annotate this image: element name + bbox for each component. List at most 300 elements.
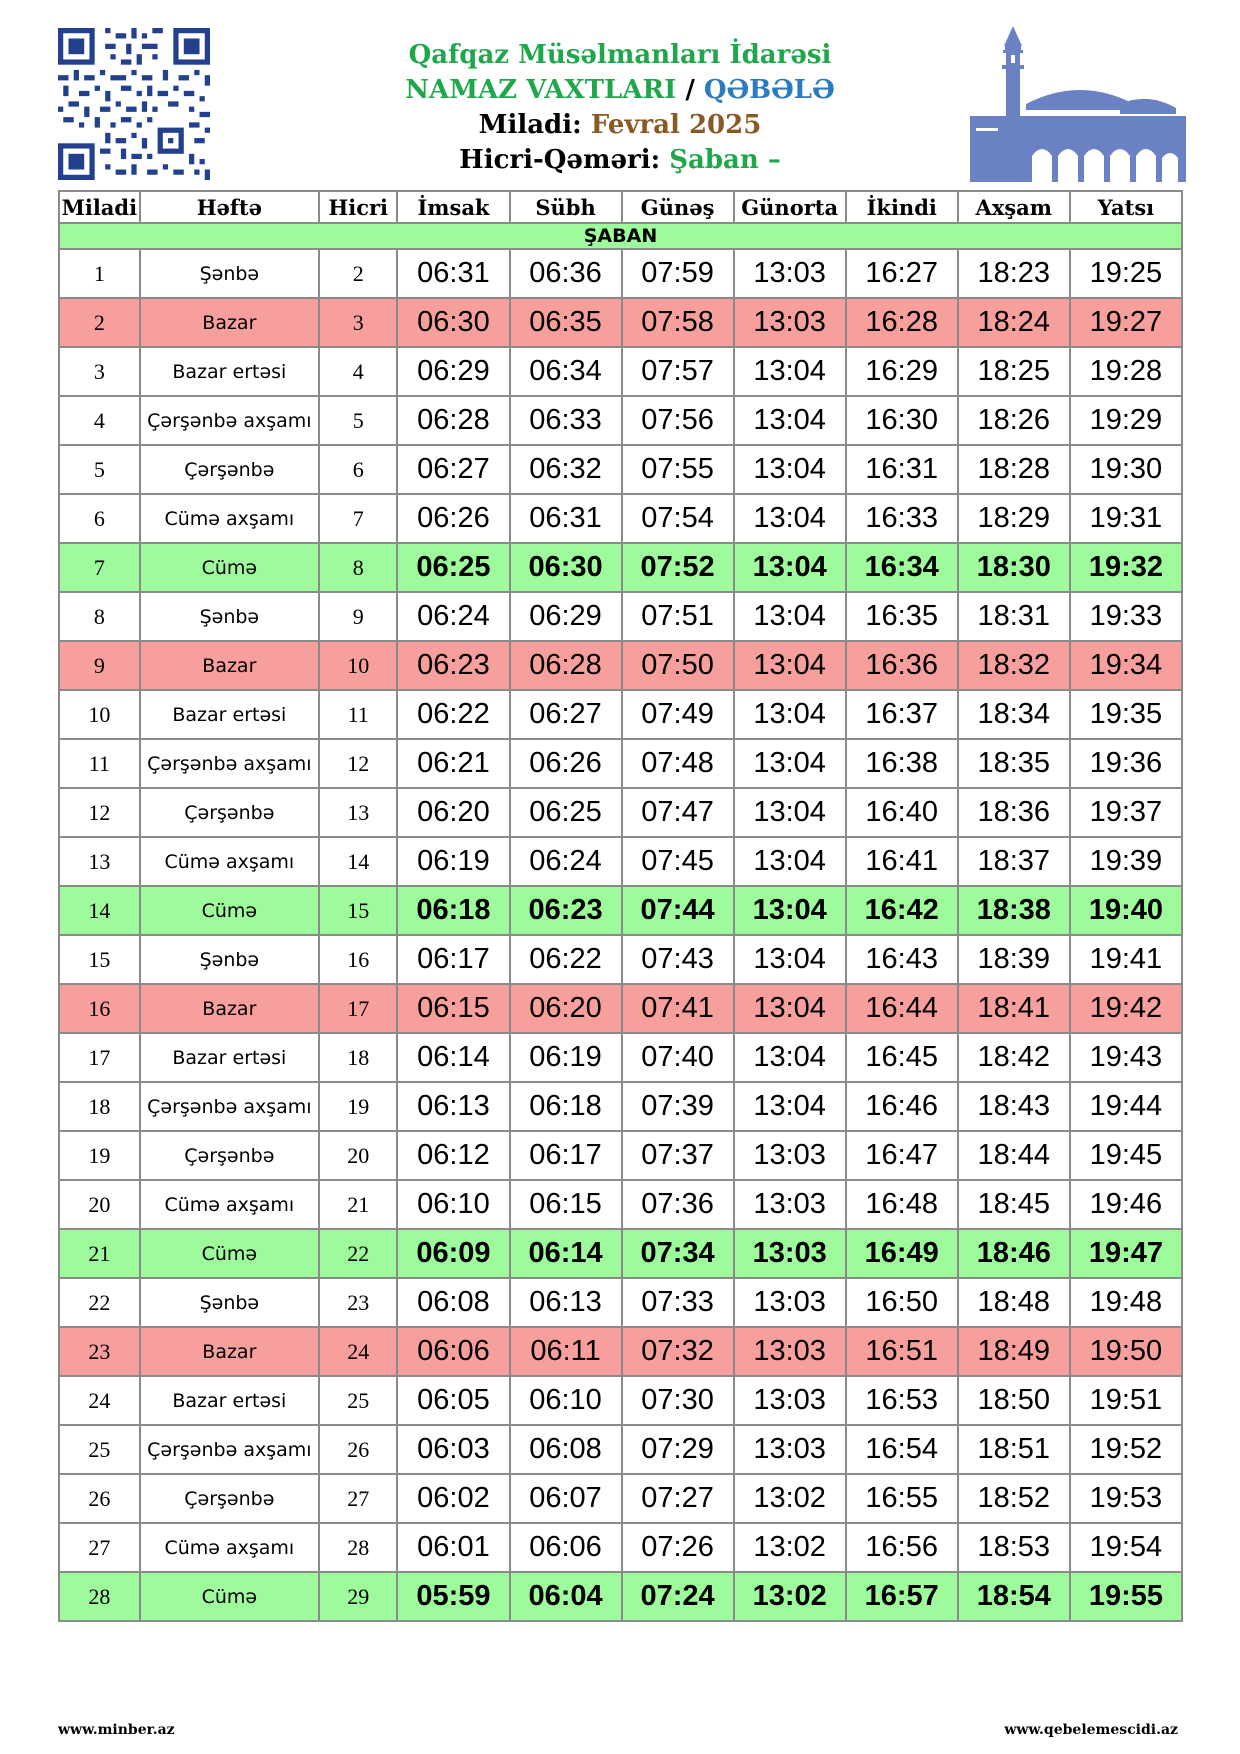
gunorta-time: 13:02 [734,1572,846,1621]
miladi-cell: 14 [59,886,140,935]
month-row [59,223,1182,249]
gunes-time: 07:44 [622,886,734,935]
axsam-time: 18:26 [958,396,1070,445]
miladi-cell: 22 [59,1278,140,1327]
day-cell: Cümə [140,543,319,592]
subh-time: 06:34 [510,347,622,396]
hicri-cell: 13 [319,788,397,837]
hicri-cell: 3 [319,298,397,347]
day-cell: Çərşənbə [140,1474,319,1523]
imsak-time: 06:21 [397,739,509,788]
table-row [59,494,1182,543]
table-row [59,1425,1182,1474]
axsam-time: 18:41 [958,984,1070,1033]
miladi-cell: 16 [59,984,140,1033]
hicri-cell: 15 [319,886,397,935]
table-row [59,837,1182,886]
day-cell: Çərşənbə axşamı [140,1082,319,1131]
ikindi-time: 16:57 [846,1572,958,1621]
ikindi-time: 16:50 [846,1278,958,1327]
ikindi-time: 16:34 [846,543,958,592]
gunorta-time: 13:03 [734,298,846,347]
subh-time: 06:14 [510,1229,622,1278]
imsak-time: 06:22 [397,690,509,739]
miladi-cell: 5 [59,445,140,494]
miladi-cell: 19 [59,1131,140,1180]
table-row [59,592,1182,641]
ikindi-time: 16:43 [846,935,958,984]
axsam-time: 18:29 [958,494,1070,543]
gunes-time: 07:36 [622,1180,734,1229]
yatsi-time: 19:36 [1070,739,1182,788]
day-cell: Şənbə [140,592,319,641]
ikindi-time: 16:31 [846,445,958,494]
yatsi-time: 19:45 [1070,1131,1182,1180]
axsam-time: 18:34 [958,690,1070,739]
imsak-time: 06:27 [397,445,509,494]
day-cell: Şənbə [140,935,319,984]
axsam-time: 18:45 [958,1180,1070,1229]
ikindi-time: 16:47 [846,1131,958,1180]
yatsi-time: 19:55 [1070,1572,1182,1621]
imsak-time: 06:23 [397,641,509,690]
subh-time: 06:27 [510,690,622,739]
gunorta-time: 13:03 [734,1327,846,1376]
subh-time: 06:25 [510,788,622,837]
miladi-cell: 28 [59,1572,140,1621]
hijri-label: Hicri-Qəməri: [459,145,661,175]
miladi-cell: 15 [59,935,140,984]
gunes-time: 07:47 [622,788,734,837]
imsak-time: 06:30 [397,298,509,347]
miladi-cell: 1 [59,249,140,298]
ikindi-time: 16:28 [846,298,958,347]
day-cell: Bazar [140,984,319,1033]
subh-time: 06:31 [510,494,622,543]
imsak-time: 06:08 [397,1278,509,1327]
ikindi-time: 16:30 [846,396,958,445]
axsam-time: 18:44 [958,1131,1070,1180]
prayer-times-table [58,190,1183,1622]
ikindi-time: 16:35 [846,592,958,641]
day-cell: Cümə [140,1572,319,1621]
gunes-time: 07:43 [622,935,734,984]
table-row [59,1523,1182,1572]
hicri-cell: 18 [319,1033,397,1082]
miladi-cell: 20 [59,1180,140,1229]
miladi-cell: 6 [59,494,140,543]
hicri-cell: 12 [319,739,397,788]
ikindi-time: 16:27 [846,249,958,298]
subh-time: 06:17 [510,1131,622,1180]
gunorta-time: 13:04 [734,396,846,445]
yatsi-time: 19:42 [1070,984,1182,1033]
axsam-time: 18:23 [958,249,1070,298]
gunorta-time: 13:03 [734,1229,846,1278]
ikindi-time: 16:54 [846,1425,958,1474]
subh-time: 06:07 [510,1474,622,1523]
org-name: Qafqaz Müsəlmanları İdarəsi [408,40,832,70]
day-cell: Çərşənbə axşamı [140,739,319,788]
axsam-time: 18:25 [958,347,1070,396]
table-row [59,347,1182,396]
axsam-time: 18:49 [958,1327,1070,1376]
gunes-time: 07:55 [622,445,734,494]
hicri-cell: 26 [319,1425,397,1474]
miladi-label: Miladi: [478,110,582,140]
imsak-time: 06:05 [397,1376,509,1425]
axsam-time: 18:37 [958,837,1070,886]
axsam-time: 18:54 [958,1572,1070,1621]
miladi-cell: 24 [59,1376,140,1425]
footer-right-link[interactable]: www.qebelemescidi.az [1004,1722,1178,1738]
gunes-time: 07:29 [622,1425,734,1474]
miladi-cell: 12 [59,788,140,837]
miladi-cell: 21 [59,1229,140,1278]
axsam-time: 18:24 [958,298,1070,347]
miladi-cell: 25 [59,1425,140,1474]
subh-time: 06:19 [510,1033,622,1082]
imsak-time: 06:25 [397,543,509,592]
ikindi-time: 16:41 [846,837,958,886]
hicri-cell: 14 [319,837,397,886]
hicri-cell: 28 [319,1523,397,1572]
ikindi-time: 16:42 [846,886,958,935]
miladi-value: Fevral 2025 [590,110,762,140]
gunorta-time: 13:03 [734,1131,846,1180]
gunes-time: 07:24 [622,1572,734,1621]
gunorta-time: 13:04 [734,788,846,837]
miladi-cell: 27 [59,1523,140,1572]
gunes-time: 07:32 [622,1327,734,1376]
axsam-time: 18:50 [958,1376,1070,1425]
table-row [59,1327,1182,1376]
miladi-cell: 26 [59,1474,140,1523]
subh-time: 06:29 [510,592,622,641]
axsam-time: 18:46 [958,1229,1070,1278]
hicri-cell: 10 [319,641,397,690]
hicri-cell: 4 [319,347,397,396]
subh-time: 06:23 [510,886,622,935]
ikindi-time: 16:36 [846,641,958,690]
table-row [59,1082,1182,1131]
ikindi-time: 16:44 [846,984,958,1033]
day-cell: Çərşənbə [140,1131,319,1180]
gunorta-time: 13:04 [734,494,846,543]
yatsi-time: 19:28 [1070,347,1182,396]
hicri-cell: 2 [319,249,397,298]
gunes-time: 07:58 [622,298,734,347]
imsak-time: 06:26 [397,494,509,543]
miladi-cell: 9 [59,641,140,690]
day-cell: Cümə [140,886,319,935]
month-label: ŞABAN [59,223,1182,249]
gunorta-time: 13:04 [734,347,846,396]
day-cell: Çərşənbə [140,788,319,837]
table-row [59,396,1182,445]
axsam-time: 18:30 [958,543,1070,592]
axsam-time: 18:42 [958,1033,1070,1082]
subh-time: 06:26 [510,739,622,788]
miladi-line [280,108,960,143]
imsak-time: 06:15 [397,984,509,1033]
yatsi-time: 19:30 [1070,445,1182,494]
gunorta-time: 13:02 [734,1523,846,1572]
imsak-time: 06:28 [397,396,509,445]
subh-time: 06:13 [510,1278,622,1327]
imsak-time: 06:20 [397,788,509,837]
axsam-time: 18:32 [958,641,1070,690]
imsak-time: 06:17 [397,935,509,984]
yatsi-time: 19:52 [1070,1425,1182,1474]
axsam-time: 18:43 [958,1082,1070,1131]
subh-time: 06:22 [510,935,622,984]
day-cell: Bazar ertəsi [140,1033,319,1082]
col-gunes-header: Günəş [622,191,734,223]
day-cell: Bazar [140,298,319,347]
imsak-time: 06:18 [397,886,509,935]
gunes-time: 07:37 [622,1131,734,1180]
subh-time: 06:10 [510,1376,622,1425]
miladi-cell: 7 [59,543,140,592]
hicri-cell: 5 [319,396,397,445]
table-row [59,445,1182,494]
imsak-time: 05:59 [397,1572,509,1621]
hicri-cell: 7 [319,494,397,543]
axsam-time: 18:31 [958,592,1070,641]
gunorta-time: 13:04 [734,739,846,788]
axsam-time: 18:38 [958,886,1070,935]
axsam-time: 18:39 [958,935,1070,984]
col-ikindi-header: İkindi [846,191,958,223]
table-row [59,886,1182,935]
ikindi-time: 16:38 [846,739,958,788]
axsam-time: 18:36 [958,788,1070,837]
gunorta-time: 13:04 [734,886,846,935]
yatsi-time: 19:46 [1070,1180,1182,1229]
hicri-cell: 20 [319,1131,397,1180]
yatsi-time: 19:27 [1070,298,1182,347]
ikindi-time: 16:46 [846,1082,958,1131]
gunes-time: 07:50 [622,641,734,690]
imsak-time: 06:31 [397,249,509,298]
yatsi-time: 19:43 [1070,1033,1182,1082]
hicri-cell: 24 [319,1327,397,1376]
miladi-cell: 18 [59,1082,140,1131]
yatsi-time: 19:35 [1070,690,1182,739]
mosque-minaret-icon [970,24,1186,182]
imsak-time: 06:03 [397,1425,509,1474]
footer-left-link[interactable]: www.minber.az [58,1722,175,1738]
table-row [59,1474,1182,1523]
table-row [59,935,1182,984]
gunes-time: 07:57 [622,347,734,396]
gunes-time: 07:41 [622,984,734,1033]
yatsi-time: 19:48 [1070,1278,1182,1327]
yatsi-time: 19:41 [1070,935,1182,984]
axsam-time: 18:52 [958,1474,1070,1523]
miladi-cell: 4 [59,396,140,445]
gunorta-time: 13:03 [734,1180,846,1229]
gunorta-time: 13:04 [734,690,846,739]
yatsi-time: 19:39 [1070,837,1182,886]
hicri-cell: 27 [319,1474,397,1523]
day-cell: Cümə axşamı [140,837,319,886]
day-cell: Çərşənbə [140,445,319,494]
gunorta-time: 13:03 [734,249,846,298]
hicri-cell: 9 [319,592,397,641]
imsak-time: 06:29 [397,347,509,396]
table-row [59,249,1182,298]
imsak-time: 06:24 [397,592,509,641]
yatsi-time: 19:51 [1070,1376,1182,1425]
ikindi-time: 16:53 [846,1376,958,1425]
subh-time: 06:33 [510,396,622,445]
subh-time: 06:32 [510,445,622,494]
qr-code-icon [58,28,210,180]
miladi-cell: 8 [59,592,140,641]
col-hefte-header: Həftə [140,191,319,223]
ikindi-time: 16:29 [846,347,958,396]
gunes-time: 07:26 [622,1523,734,1572]
table-row [59,298,1182,347]
gunorta-time: 13:04 [734,935,846,984]
gunorta-time: 13:04 [734,1033,846,1082]
hicri-cell: 8 [319,543,397,592]
col-imsak-header: İmsak [397,191,509,223]
day-cell: Bazar ertəsi [140,1376,319,1425]
yatsi-time: 19:34 [1070,641,1182,690]
hicri-cell: 21 [319,1180,397,1229]
imsak-time: 06:13 [397,1082,509,1131]
imsak-time: 06:14 [397,1033,509,1082]
gunes-time: 07:48 [622,739,734,788]
table-row [59,1180,1182,1229]
subh-time: 06:04 [510,1572,622,1621]
yatsi-time: 19:47 [1070,1229,1182,1278]
day-cell: Çərşənbə axşamı [140,396,319,445]
subh-time: 06:15 [510,1180,622,1229]
page-header [280,38,960,178]
title-separator: / [676,75,704,105]
hijri-value: Şaban – [669,145,781,175]
col-hicri-header: Hicri [319,191,397,223]
subh-time: 06:11 [510,1327,622,1376]
axsam-time: 18:35 [958,739,1070,788]
gunes-time: 07:52 [622,543,734,592]
page-title [280,73,960,108]
day-cell: Cümə axşamı [140,494,319,543]
yatsi-time: 19:44 [1070,1082,1182,1131]
table-row [59,1033,1182,1082]
miladi-cell: 2 [59,298,140,347]
axsam-time: 18:28 [958,445,1070,494]
miladi-cell: 17 [59,1033,140,1082]
yatsi-time: 19:40 [1070,886,1182,935]
gunes-time: 07:34 [622,1229,734,1278]
yatsi-time: 19:31 [1070,494,1182,543]
imsak-time: 06:19 [397,837,509,886]
gunorta-time: 13:04 [734,445,846,494]
col-subh-header: Sübh [510,191,622,223]
yatsi-time: 19:54 [1070,1523,1182,1572]
table-row [59,690,1182,739]
axsam-time: 18:48 [958,1278,1070,1327]
subh-time: 06:06 [510,1523,622,1572]
gunorta-time: 13:04 [734,592,846,641]
ikindi-time: 16:40 [846,788,958,837]
gunorta-time: 13:03 [734,1425,846,1474]
subh-time: 06:24 [510,837,622,886]
gunes-time: 07:33 [622,1278,734,1327]
yatsi-time: 19:33 [1070,592,1182,641]
imsak-time: 06:02 [397,1474,509,1523]
axsam-time: 18:51 [958,1425,1070,1474]
gunes-time: 07:59 [622,249,734,298]
imsak-time: 06:12 [397,1131,509,1180]
subh-time: 06:36 [510,249,622,298]
gunes-time: 07:45 [622,837,734,886]
table-row [59,641,1182,690]
hicri-cell: 16 [319,935,397,984]
day-cell: Bazar ertəsi [140,690,319,739]
gunorta-time: 13:04 [734,984,846,1033]
axsam-time: 18:53 [958,1523,1070,1572]
miladi-cell: 23 [59,1327,140,1376]
hicri-cell: 11 [319,690,397,739]
day-cell: Çərşənbə axşamı [140,1425,319,1474]
day-cell: Şənbə [140,1278,319,1327]
table-row [59,1131,1182,1180]
gunes-time: 07:40 [622,1033,734,1082]
ikindi-time: 16:56 [846,1523,958,1572]
day-cell: Bazar [140,641,319,690]
gunes-time: 07:30 [622,1376,734,1425]
hicri-cell: 19 [319,1082,397,1131]
col-miladi-header: Miladi [59,191,140,223]
gunes-time: 07:27 [622,1474,734,1523]
gunorta-time: 13:03 [734,1376,846,1425]
hicri-cell: 23 [319,1278,397,1327]
yatsi-time: 19:32 [1070,543,1182,592]
gunes-time: 07:56 [622,396,734,445]
yatsi-time: 19:50 [1070,1327,1182,1376]
day-cell: Bazar ertəsi [140,347,319,396]
yatsi-time: 19:37 [1070,788,1182,837]
ikindi-time: 16:33 [846,494,958,543]
miladi-cell: 11 [59,739,140,788]
hicri-cell: 25 [319,1376,397,1425]
subh-time: 06:28 [510,641,622,690]
ikindi-time: 16:49 [846,1229,958,1278]
city-name: QƏBƏLƏ [703,75,835,105]
day-cell: Bazar [140,1327,319,1376]
table-row [59,1278,1182,1327]
yatsi-time: 19:29 [1070,396,1182,445]
gunorta-time: 13:02 [734,1474,846,1523]
subh-time: 06:18 [510,1082,622,1131]
table-row [59,984,1182,1033]
gunorta-time: 13:04 [734,543,846,592]
col-yatsi-header: Yatsı [1070,191,1182,223]
miladi-cell: 3 [59,347,140,396]
miladi-cell: 13 [59,837,140,886]
subh-time: 06:08 [510,1425,622,1474]
gunes-time: 07:39 [622,1082,734,1131]
col-axsam-header: Axşam [958,191,1070,223]
hicri-cell: 22 [319,1229,397,1278]
ikindi-time: 16:45 [846,1033,958,1082]
